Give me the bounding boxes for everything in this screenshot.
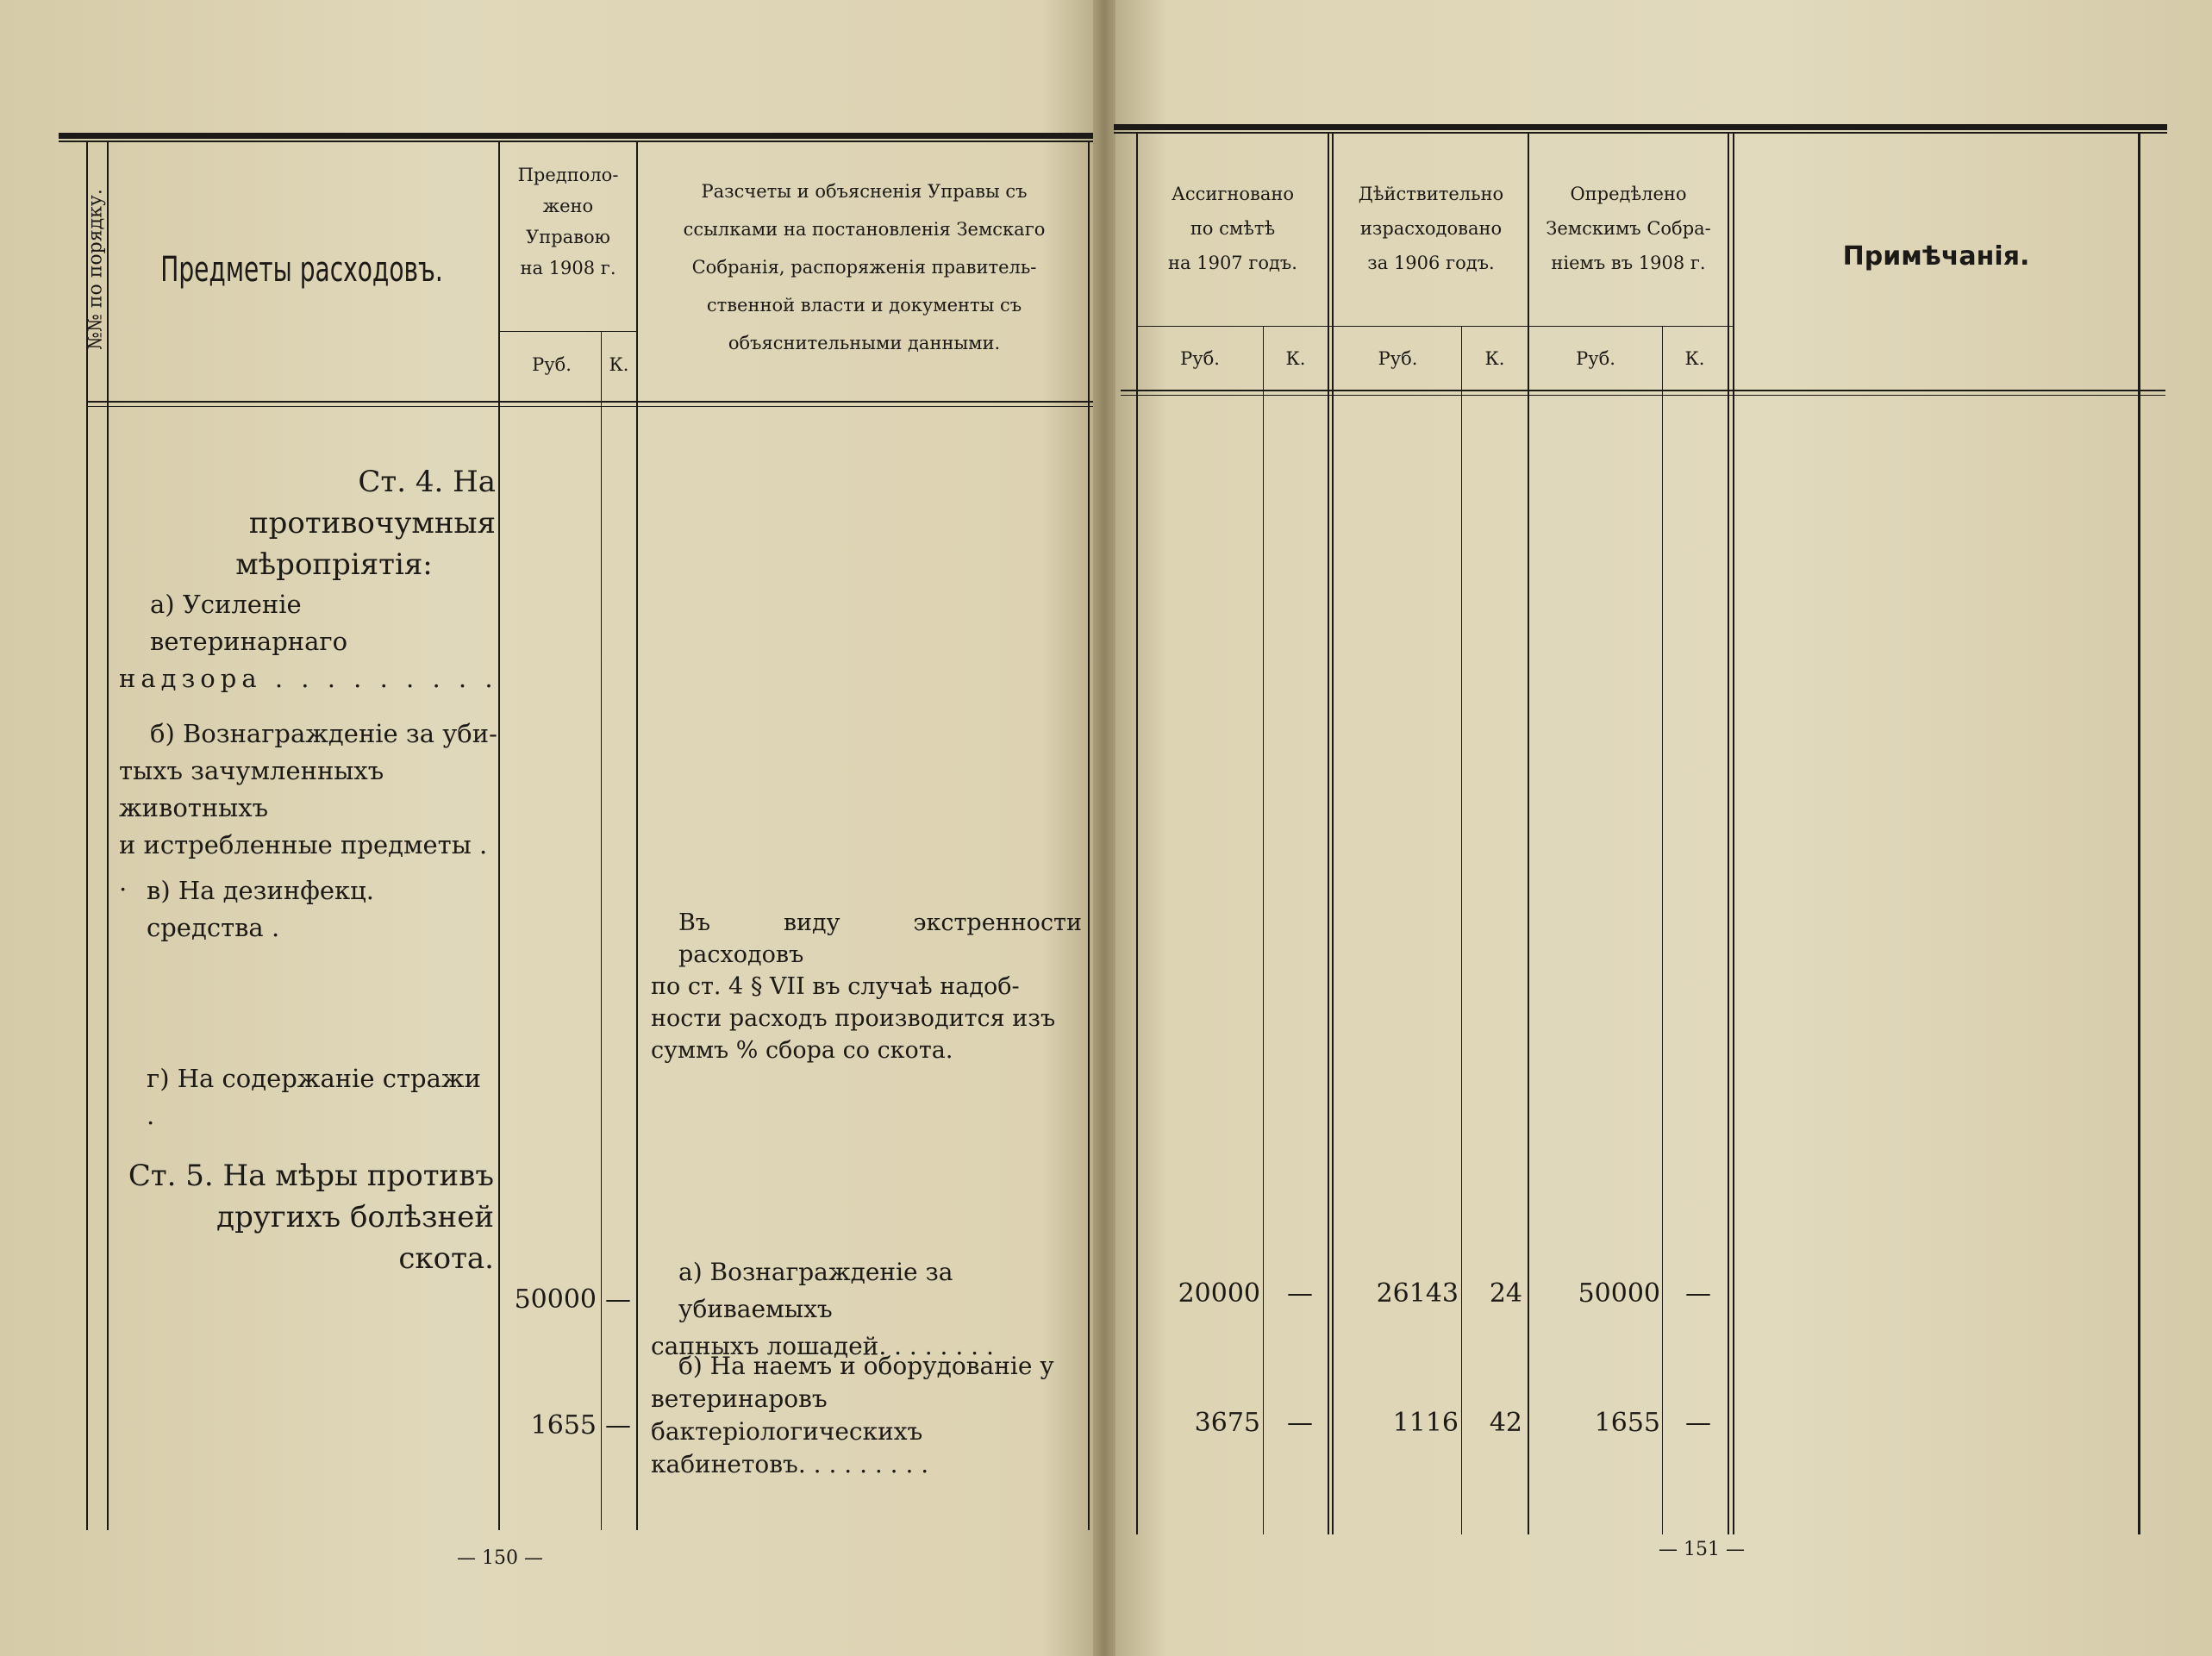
col-explanations-line-1: Разсчеты и объясненія Управы съ — [701, 181, 1028, 202]
header-bottom-rule-right-2 — [1121, 395, 2165, 396]
st5-title-line-1: Ст. 5. На мѣры противъ — [128, 1159, 494, 1193]
vline-notes-right — [2138, 134, 2140, 1534]
col-explanations-line-3: Собранія, распоряженія правитель- — [691, 257, 1037, 278]
explanation-note-line-1: Въ виду экстренности расходовъ — [678, 909, 1082, 968]
spent-kop-label: К. — [1484, 348, 1505, 369]
assigned-a-rub: 20000 — [1178, 1278, 1260, 1309]
assigned-a-kop: — — [1287, 1278, 1313, 1309]
assigned-b-kop: — — [1287, 1408, 1313, 1438]
decided-b-kop: — — [1685, 1408, 1711, 1438]
explanation-note-line-3: ности расходъ производится изъ — [651, 1005, 1056, 1032]
col-spent-line-2: израсходовано — [1359, 218, 1503, 239]
vline-assigned-right-2 — [1332, 134, 1334, 1534]
col-decided-line-2: Земскимъ Собра- — [1546, 218, 1711, 239]
top-thin-rule-left — [59, 141, 1093, 142]
col-assigned-line-3: на 1907 годъ. — [1168, 253, 1297, 273]
vline-spent-right — [1528, 134, 1529, 1534]
item-a-line-1: а) Усиленіе ветеринарнаго — [150, 590, 348, 656]
col-decided-header — [1529, 177, 1728, 280]
vline-decided-right-2 — [1733, 134, 1734, 1534]
vline-number-right — [107, 142, 109, 1530]
col-explanations-header — [642, 172, 1086, 362]
explanation-sb-line-3: кабинетовъ. . . . . . . . . — [651, 1450, 929, 1478]
header-bottom-rule-right — [1121, 390, 2165, 391]
header-bottom-rule-left — [86, 401, 1093, 403]
decided-b-rub: 1655 — [1594, 1408, 1660, 1438]
right-subheader-rule — [1138, 326, 1733, 327]
explanation-sb — [651, 1350, 1082, 1481]
col-proposed-line-3: Управою — [526, 227, 610, 247]
item-b-line-3: и истребленные предметы . . — [119, 830, 488, 897]
vline-explanations-right — [1088, 142, 1090, 1530]
item-v: в) На дезинфекц. средства . — [147, 876, 375, 942]
explanation-sb-line-2: ветеринаровъ бактеріологическихъ — [651, 1384, 923, 1446]
page-number-right: — 151 — — [1659, 1539, 1745, 1560]
decided-a-kop: — — [1685, 1278, 1711, 1309]
col-decided-line-1: Опредѣлено — [1570, 184, 1687, 204]
assigned-rub-label: Руб. — [1180, 348, 1220, 369]
st4-title — [121, 461, 496, 585]
spent-a-rub: 26143 — [1376, 1278, 1459, 1309]
page-number-left: — 150 — — [457, 1547, 543, 1569]
spent-b-rub: 1116 — [1392, 1408, 1459, 1438]
vline-proposed-right — [636, 142, 638, 1530]
col-notes-header: Примѣчанія. — [1842, 241, 2030, 272]
vline-rub-kop — [601, 331, 602, 1530]
vline-decided-right — [1728, 134, 1729, 1534]
col-proposed-line-2: жено — [542, 196, 594, 216]
col-spent-header — [1334, 177, 1528, 280]
vline-items-right — [498, 142, 500, 1530]
item-b-line-1: б) Вознагражденіе за уби- — [150, 719, 497, 748]
proposed-kop-label: К. — [609, 354, 629, 375]
assigned-b-rub: 3675 — [1194, 1408, 1260, 1438]
decided-kop-label: К. — [1684, 348, 1705, 369]
col-explanations-line-2: ссылками на постановленія Земскаго — [683, 219, 1046, 240]
vline-spent-rubkop — [1461, 326, 1462, 1534]
header-bottom-rule-left-2 — [86, 406, 1093, 407]
st5-title — [119, 1155, 494, 1279]
st4-title-line-2: мѣропріятія: — [235, 547, 433, 582]
col-assigned-line-2: по смѣтѣ — [1190, 218, 1276, 239]
col-spent-line-3: за 1906 годъ. — [1367, 253, 1495, 273]
st5-title-line-2: другихъ болѣзней скота. — [216, 1200, 494, 1276]
explanation-note-line-2: по ст. 4 § VII въ случаѣ надоб- — [651, 973, 1020, 1000]
vline-assigned-left — [1136, 134, 1138, 1534]
proposed-a-kop: — — [605, 1284, 631, 1315]
item-b-line-2: тыхъ зачумленныхъ животныхъ — [119, 756, 384, 822]
explanation-sa — [651, 1253, 1082, 1365]
explanation-sa-line-2: сапныхъ лошадей. . . . . . . . — [651, 1332, 994, 1360]
col-proposed-line-1: Предполо- — [517, 165, 619, 185]
explanation-sb-line-1: б) На наемъ и оборудованіе у — [678, 1352, 1054, 1380]
explanation-note-line-4: суммъ % сбора со скота. — [651, 1037, 953, 1064]
spent-a-kop: 24 — [1489, 1278, 1522, 1309]
proposed-a-rub: 50000 — [514, 1284, 597, 1315]
proposed-subheader-rule — [500, 331, 638, 332]
assigned-kop-label: К. — [1285, 348, 1306, 369]
col-explanations-line-4: ственной власти и документы съ — [706, 295, 1022, 316]
col-proposed-line-4: на 1908 г. — [520, 258, 616, 278]
col-number-header: №№ по порядку. — [84, 189, 107, 350]
top-thick-rule-left — [59, 133, 1093, 139]
vline-assigned-rubkop — [1263, 326, 1264, 1534]
col-proposed-header — [500, 159, 636, 284]
col-explanations-line-5: объяснительными данными. — [728, 333, 1001, 353]
item-g: г) На содержаніе стражи . — [147, 1064, 481, 1130]
spent-rub-label: Руб. — [1378, 348, 1418, 369]
item-a — [119, 586, 498, 697]
item-a-line-2: надзора . . . . . . . . . — [119, 664, 498, 693]
col-decided-line-3: ніемъ въ 1908 г. — [1551, 253, 1706, 273]
explanation-note — [651, 907, 1082, 1066]
st4-title-line-1: Ст. 4. На противочумныя — [248, 465, 496, 541]
col-spent-line-1: Дѣйствительно — [1358, 184, 1504, 204]
spent-b-kop: 42 — [1489, 1408, 1522, 1438]
explanation-sa-line-1: а) Вознагражденіе за убиваемыхъ — [678, 1258, 953, 1323]
vline-assigned-right — [1328, 134, 1329, 1534]
col-items-header: Предметы расходовъ. — [160, 250, 443, 290]
vline-decided-rubkop — [1662, 326, 1663, 1534]
book-gutter — [1093, 0, 1115, 1656]
col-assigned-line-1: Ассигновано — [1171, 184, 1295, 204]
proposed-rub-label: Руб. — [532, 354, 572, 375]
col-assigned-header — [1138, 177, 1328, 280]
top-thin-rule-right — [1114, 132, 2167, 134]
decided-rub-label: Руб. — [1576, 348, 1615, 369]
proposed-b-rub: 1655 — [530, 1410, 597, 1440]
decided-a-rub: 50000 — [1578, 1278, 1660, 1309]
top-thick-rule-right — [1114, 124, 2167, 130]
proposed-b-kop: — — [605, 1410, 631, 1440]
